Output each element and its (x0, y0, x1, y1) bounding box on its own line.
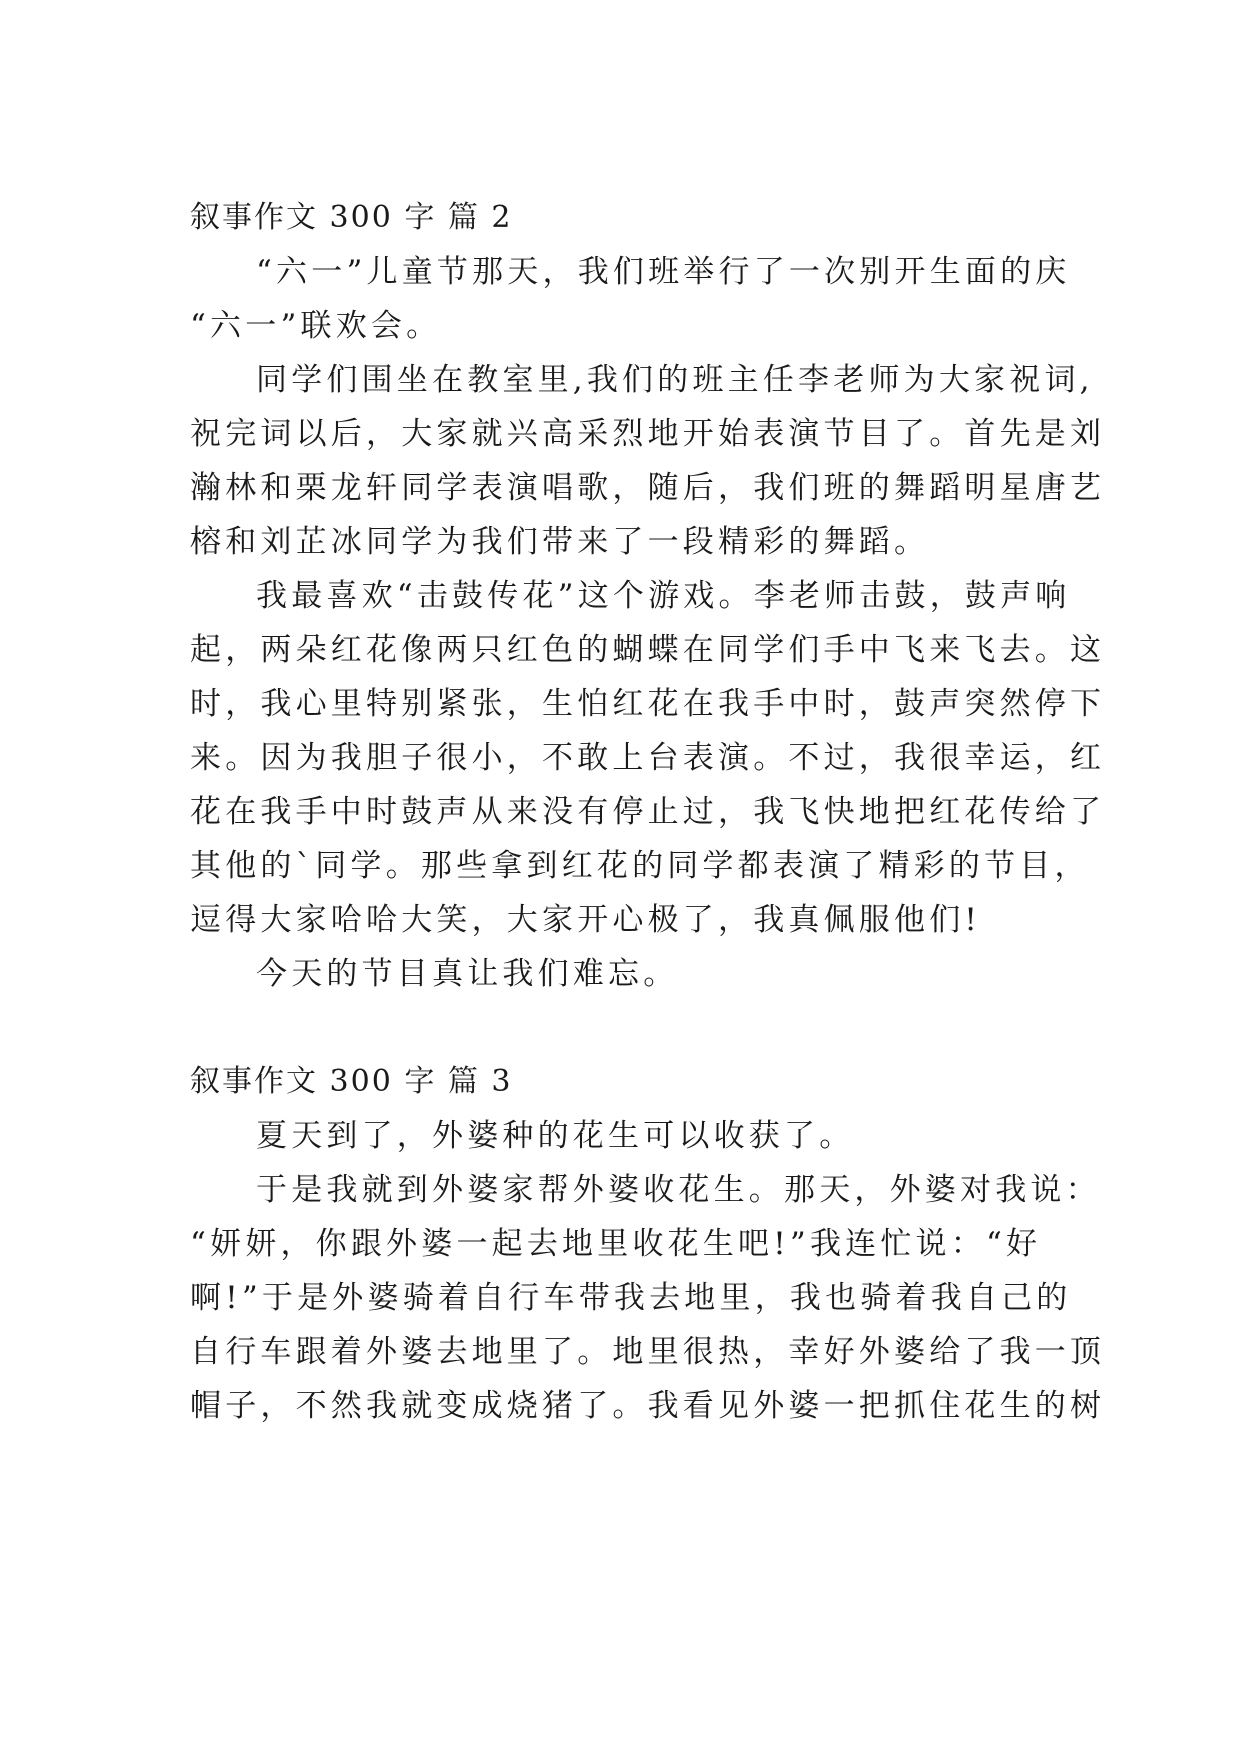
paragraph-line: 来。因为我胆子很小，不敢上台表演。不过，我很幸运，红 (190, 740, 1106, 776)
paragraph-line: 啊!”于是外婆骑着自行车带我去地里，我也骑着我自己的 (190, 1280, 1072, 1316)
paragraph-line: 同学们围坐在教室里,我们的班主任李老师为大家祝词, (256, 362, 1094, 398)
paragraph-line: 其他的`同学。那些拿到红花的同学都表演了精彩的节目， (190, 848, 1090, 884)
paragraph-line: “妍妍，你跟外婆一起去地里收花生吧!”我连忙说：“好 (190, 1226, 1042, 1262)
paragraph-line: 于是我就到外婆家帮外婆收花生。那天，外婆对我说： (256, 1172, 1101, 1208)
section-title: 叙事作文 300 字 篇 2 (190, 200, 513, 235)
paragraph-line: “六一”儿童节那天，我们班举行了一次别开生面的庆 (256, 254, 1071, 290)
paragraph-line: 逗得大家哈哈大笑，大家开心极了，我真佩服他们! (190, 902, 982, 938)
paragraph-line: 起，两朵红花像两只红色的蝴蝶在同学们手中飞来飞去。这 (190, 632, 1106, 668)
paragraph-line: 榕和刘芷冰同学为我们带来了一段精彩的舞蹈。 (190, 524, 930, 560)
paragraph-line: 自行车跟着外婆去地里了。地里很热，幸好外婆给了我一顶 (190, 1334, 1106, 1370)
paragraph-line: 祝完词以后，大家就兴高采烈地开始表演节目了。首先是刘 (190, 416, 1106, 452)
paragraph-line: 我最喜欢“击鼓传花”这个游戏。李老师击鼓，鼓声响 (256, 578, 1071, 614)
paragraph-line: 花在我手中时鼓声从来没有停止过，我飞快地把红花传给了 (190, 794, 1106, 830)
paragraph-line: 时，我心里特别紧张，生怕红花在我手中时，鼓声突然停下 (190, 686, 1106, 722)
paragraph-line: “六一”联欢会。 (190, 308, 442, 344)
section-title: 叙事作文 300 字 篇 3 (190, 1064, 513, 1099)
paragraph-line: 瀚林和栗龙轩同学表演唱歌，随后，我们班的舞蹈明星唐艺 (190, 470, 1106, 506)
paragraph-line: 帽子，不然我就变成烧猪了。我看见外婆一把抓住花生的树 (190, 1388, 1106, 1424)
paragraph-line: 夏天到了，外婆种的花生可以收获了。 (256, 1118, 855, 1154)
paragraph-line: 今天的节目真让我们难忘。 (256, 956, 679, 992)
